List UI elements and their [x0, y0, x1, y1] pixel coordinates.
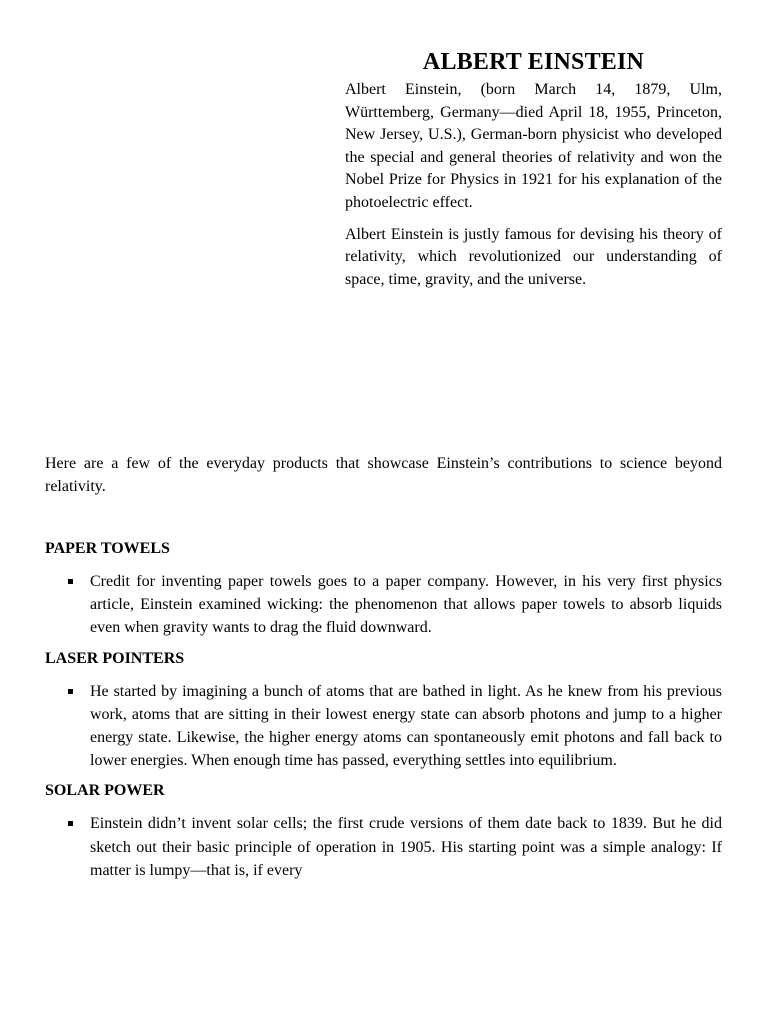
bullet-list-solar-power: [45, 812, 722, 882]
page-title: ALBERT EINSTEIN: [422, 49, 645, 75]
intro-paragraph-1: Albert Einstein, (born March 14, 1879, Ulm, Württemberg, Germany—died April 18, 1955, Princeton, New Jersey, U.S.), German-born physicist who developed the special and general theories of relativity and won the Nobel Prize for Physics in 1921 for his explanation of the photoelectric effect.: [345, 81, 722, 211]
square-bullet-icon: [68, 689, 73, 694]
intro-section: [345, 79, 722, 291]
list-item: [45, 812, 722, 882]
section-heading-solar-power: SOLAR POWER: [45, 782, 165, 800]
lead-paragraph: Here are a few of the everyday products that showcase Einstein’s contributions to science beyond relativity.: [45, 455, 722, 495]
bullet-list-paper-towels: [45, 570, 722, 640]
bullet-list-laser-pointers: [45, 680, 722, 773]
bullet-text: Credit for inventing paper towels goes to a paper company. However, in his very first physics article, Einstein examined wicking: the phenomenon that allows paper towels to absorb liquids even when gravity wants to drag the fluid downward.: [90, 573, 722, 637]
intro-paragraph-2: Albert Einstein is justly famous for devising his theory of relativity, which revolutionized our understanding of space, time, gravity, and the universe.: [345, 225, 722, 288]
list-item: [45, 680, 722, 773]
main-content: [45, 452, 722, 882]
list-item: [45, 570, 722, 640]
title-block: [345, 45, 722, 291]
bullet-text: He started by imagining a bunch of atoms that are bathed in light. As he knew from his previous work, atoms that are sitting in their lowest energy state can absorb photons and jump to a higher energy state. Likewise, the higher energy atoms can spontaneously emit photons and fall back to lower energies. When enough time has passed, everything settles into equilibrium.: [90, 682, 722, 770]
square-bullet-icon: [68, 821, 73, 826]
section-heading-paper-towels: PAPER TOWELS: [45, 540, 170, 557]
section-heading-laser-pointers: LASER POINTERS: [45, 649, 185, 667]
bullet-text: Einstein didn’t invent solar cells; the first crude versions of them date back to 1839. But he did sketch out their basic principle of operation in 1905. His starting point was a simple analogy: If matter is lumpy—that is, if every: [90, 815, 722, 879]
square-bullet-icon: [68, 579, 73, 584]
